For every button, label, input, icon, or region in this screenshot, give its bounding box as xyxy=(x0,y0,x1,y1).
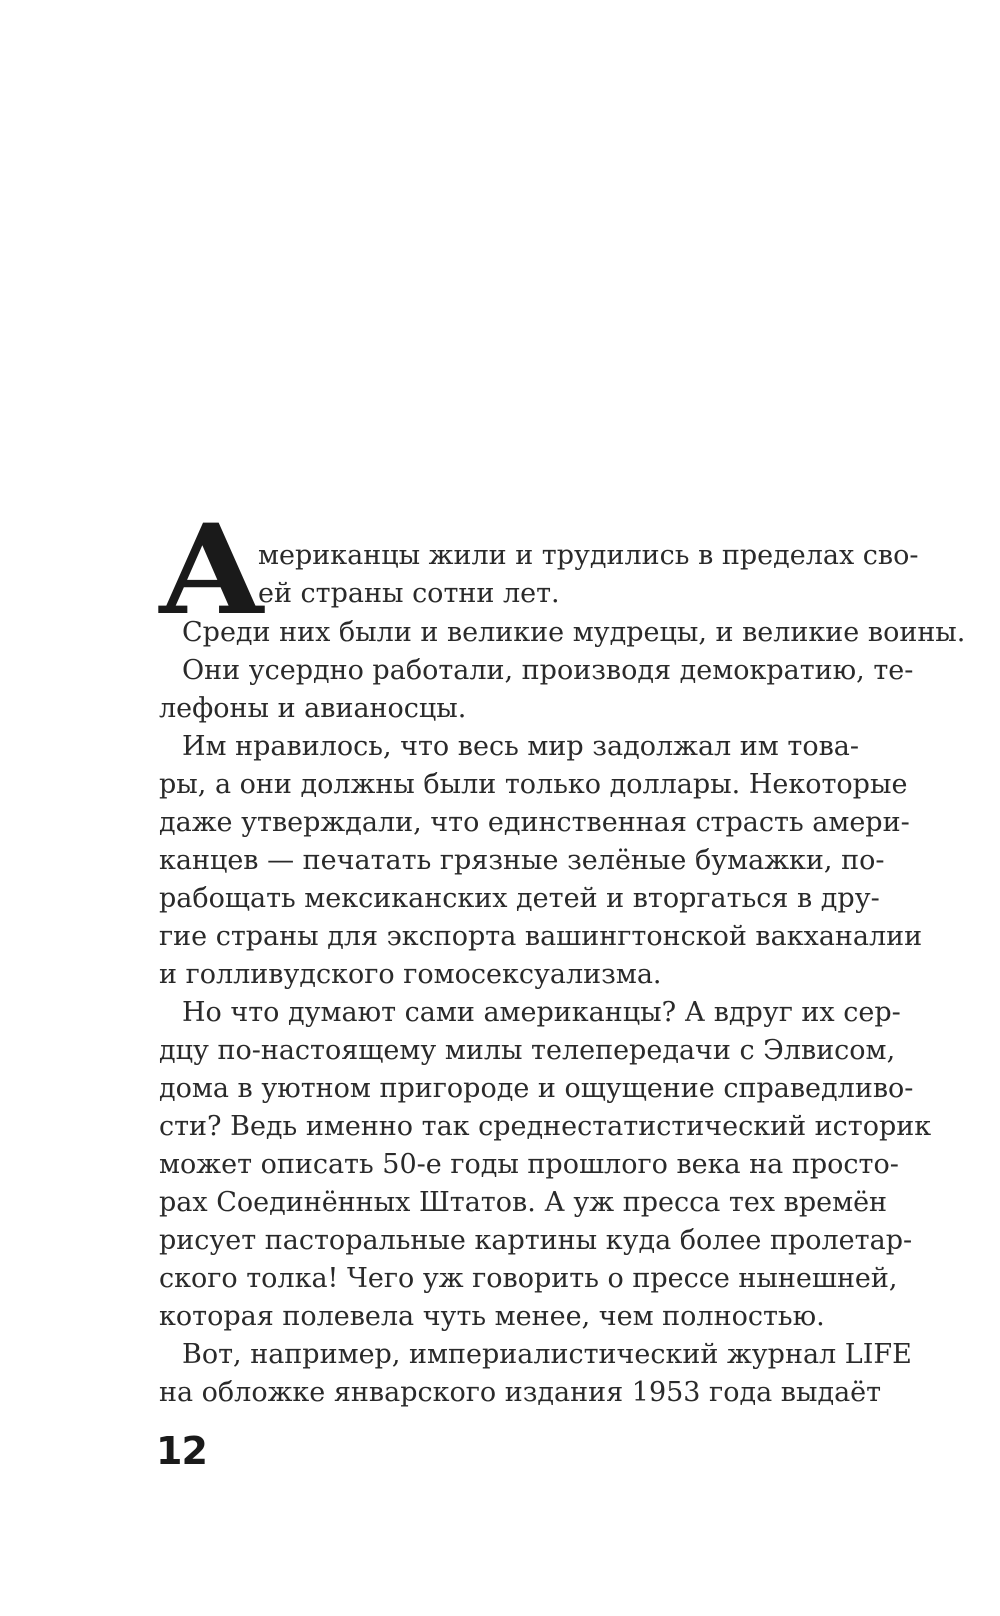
text-line: дцу по-настоящему милы телепередачи с Элвисом, xyxy=(159,1035,896,1066)
text-line: рисует пасторальные картины куда более пролетар- xyxy=(159,1225,913,1256)
text-line: рабощать мексиканских детей и вторгаться в дру- xyxy=(159,883,880,914)
text-line: лефоны и авианосцы. xyxy=(159,693,467,724)
text-line: ры, а они должны были только доллары. Некоторые xyxy=(159,769,908,800)
text-line: даже утверждали, что единственная страсть амери- xyxy=(159,807,910,838)
text-line: дома в уютном пригороде и ощущение справедливо- xyxy=(159,1073,914,1104)
text-line: ского толка! Чего уж говорить о прессе нынешней, xyxy=(159,1263,898,1294)
drop-cap: А xyxy=(157,498,267,643)
text-line: Им нравилось, что весь мир задолжал им това- xyxy=(182,731,859,762)
text-line: канцев — печатать грязные зелёные бумажки, по- xyxy=(159,845,885,876)
text-line: и голливудского гомосексуализма. xyxy=(159,959,662,990)
text-line: которая полевела чуть менее, чем полностью. xyxy=(159,1301,825,1332)
paragraph-6 xyxy=(159,1336,912,1412)
paragraph-4 xyxy=(159,728,923,994)
text-line: ей страны сотни лет. xyxy=(258,578,560,609)
text-line: Вот, например, империалистический журнал LIFE xyxy=(182,1339,912,1370)
text-line: сти? Ведь именно так среднестатистический историк xyxy=(159,1111,932,1142)
page-number: 12 xyxy=(156,1429,207,1473)
text-line: рах Соединённых Штатов. А уж пресса тех времён xyxy=(159,1187,888,1218)
paragraph-5 xyxy=(159,994,932,1336)
text-line: гие страны для экспорта вашингтонской вакханалии xyxy=(159,921,923,952)
text-line: может описать 50-е годы прошлого века на просто- xyxy=(159,1149,899,1180)
text-line: на обложке январского издания 1953 года выдаёт xyxy=(159,1377,882,1408)
text-line: мериканцы жили и трудились в пределах сво- xyxy=(258,540,919,571)
text-line: Среди них были и великие мудрецы, и великие воины. xyxy=(182,617,966,648)
text-line: Но что думают сами американцы? А вдруг их сер- xyxy=(182,997,901,1028)
paragraph-3 xyxy=(159,652,914,728)
text-line: Они усердно работали, производя демократию, те- xyxy=(182,655,914,686)
body-text xyxy=(157,498,966,1412)
